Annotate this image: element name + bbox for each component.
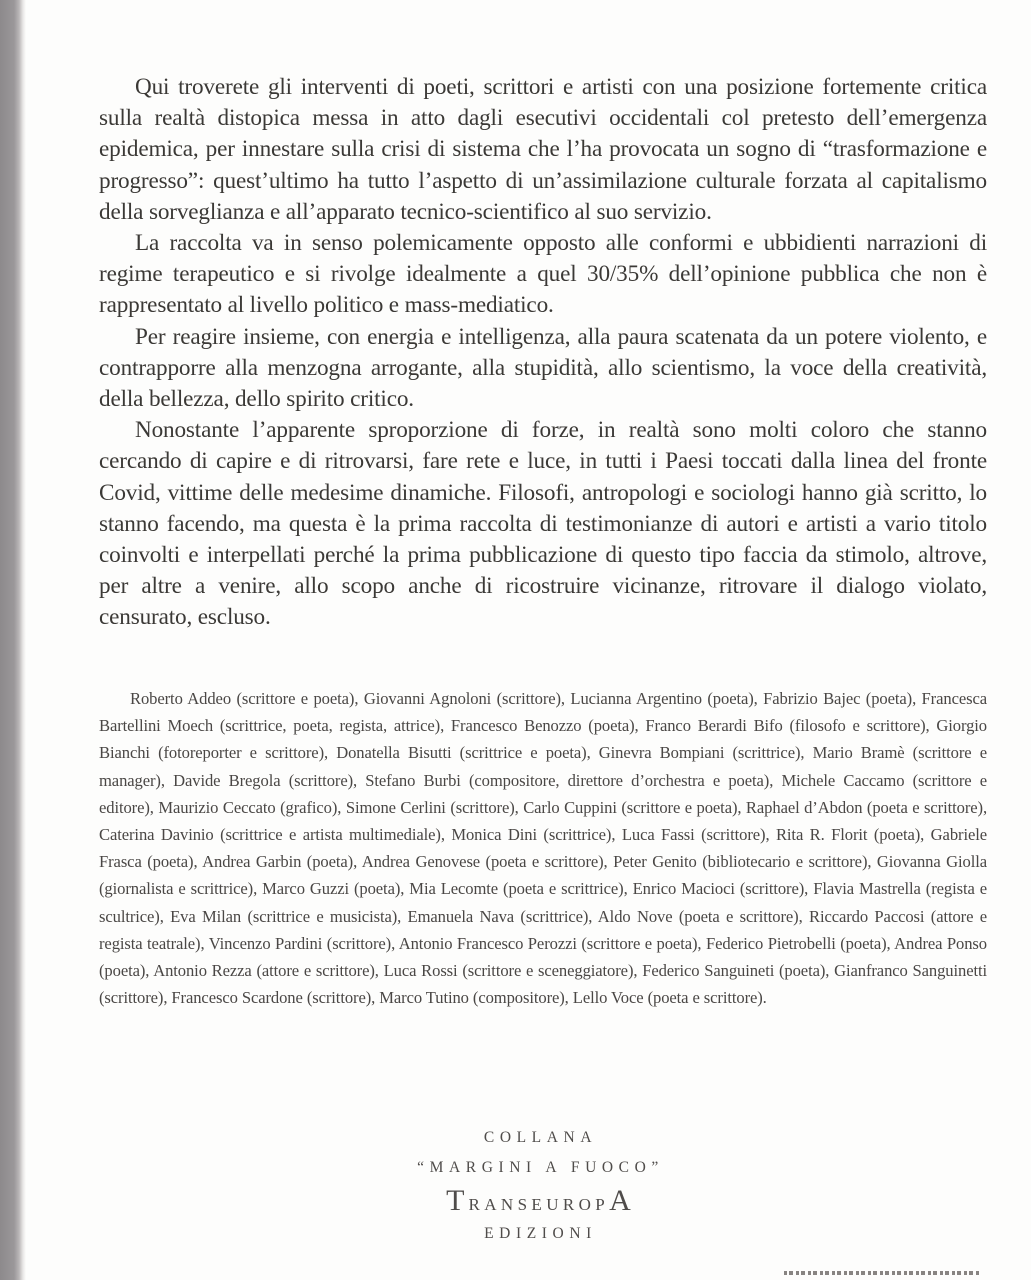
publisher-final: A [609,1184,635,1217]
edizioni-label: EDIZIONI [484,1225,597,1242]
book-spine-shadow [0,0,26,1280]
collana-label: COLLANA [483,1129,598,1146]
publisher-logo [0,1183,1031,1219]
intro-paragraph: Qui troverete gli interventi di poeti, scrittori e artisti con una posizione fortemente critica sulla realtà distopica messa in atto dagli esecutivi occidentali col pretesto dell’emergenza epidemica, per innestare sulla crisi di sistema che l’ha provocata un sogno di “trasformazione e progresso”: quest’ultimo ha tutto l’aspetto di un’assimilazione culturale forzata al capitalismo della sorveglianza e all’apparato tecnico-scientifico al suo servizio. [99,74,987,225]
contributors-list [99,685,987,1011]
publisher-name: RANSEUROP [468,1195,610,1214]
publisher-initial: T [446,1184,469,1217]
intro-text [99,72,987,634]
barcode-strip [784,1271,980,1275]
colophon [0,1123,1031,1249]
series-title: “MARGINI A FUOCO” [417,1159,664,1176]
intro-paragraph: Nonostante l’apparente sproporzione di forze, in realtà sono molti coloro che stanno cercando di capire e di ritrovarsi, fare rete e luce, in tutti i Paesi toccati dalla linea del fronte Covid, vittime delle medesime dinamiche. Filosofi, antropologi e sociologi hanno già scritto, lo stanno facendo, ma questa è la prima raccolta di testimonianze di autori e artisti a vario titolo coinvolti e interpellati perché la prima pubblicazione di questo tipo faccia da stimolo, altrove, per altre a venire, allo scopo anche di ricostruire vicinanze, ritrovare il dialogo violato, censurato, escluso. [99,417,987,631]
intro-paragraph: La raccolta va in senso polemicamente opposto alle conformi e ubbidienti narrazioni di regime terapeutico e si rivolge idealmente a quel 30/35% dell’opinione pubblica che non è rappresentato al livello politico e mass-mediatico. [99,230,987,319]
contributors-text: Roberto Addeo (scrittore e poeta), Giovanni Agnoloni (scrittore), Lucianna Argentino (poeta), Fabrizio Bajec (poeta), Francesca Bartellini Moech (scrittrice, poeta, regista, attrice), Francesco Benozzo (poeta), Franco Berardi Bifo (filosofo e scrittore), Giorgio Bianchi (fotoreporter e scrittore), Donatella Bisutti (scrittrice e poeta), Ginevra Bompiani (scrittrice), Mario Bramè (scrittore e manager), Davide Bregola (scrittore), Stefano Burbi (compositore, direttore d’orchestra e poeta), Michele Caccamo (scrittore e editore), Maurizio Ceccato (grafico), Simone Cerlini (scrittore), Carlo Cuppini (scrittore e poeta), Raphael d’Abdon (poeta e scrittore), Caterina Davinio (scrittrice e artista multimediale), Monica Dini (scrittrice), Luca Fassi (scrittore), Rita R. Florit (poeta), Gabriele Frasca (poeta), Andrea Garbin (poeta), Andrea Genovese (poeta e scrittore), Peter Genito (bibliotecario e scrittore), Giovanna Giolla (giornalista e scrittrice), Marco Guzzi (poeta), Mia Lecomte (poeta e scrittrice), Enrico Macioci (scrittore), Flavia Mastrella (regista e scultrice), Eva Milan (scrittrice e musicista), Emanuela Nava (scrittrice), Aldo Nove (poeta e scrittore), Riccardo Paccosi (attore e regista teatrale), Vincenzo Pardini (scrittore), Antonio Francesco Perozzi (scrittore e poeta), Federico Pietrobelli (poeta), Andrea Ponso (poeta), Antonio Rezza (attore e scrittore), Luca Rossi (scrittore e sceneggiatore), Federico Sanguineti (poeta), Gianfranco Sanguinetti (scrittore), Francesco Scardone (scrittore), Marco Tutino (compositore), Lello Voce (poeta e scrittore). [99,689,987,1008]
intro-paragraph: Per reagire insieme, con energia e intelligenza, alla paura scatenata da un potere violento, e contrapporre alla menzogna arrogante, alla stupidità, allo scientismo, la voce della creatività, della bellezza, dello spirito critico. [99,323,987,413]
